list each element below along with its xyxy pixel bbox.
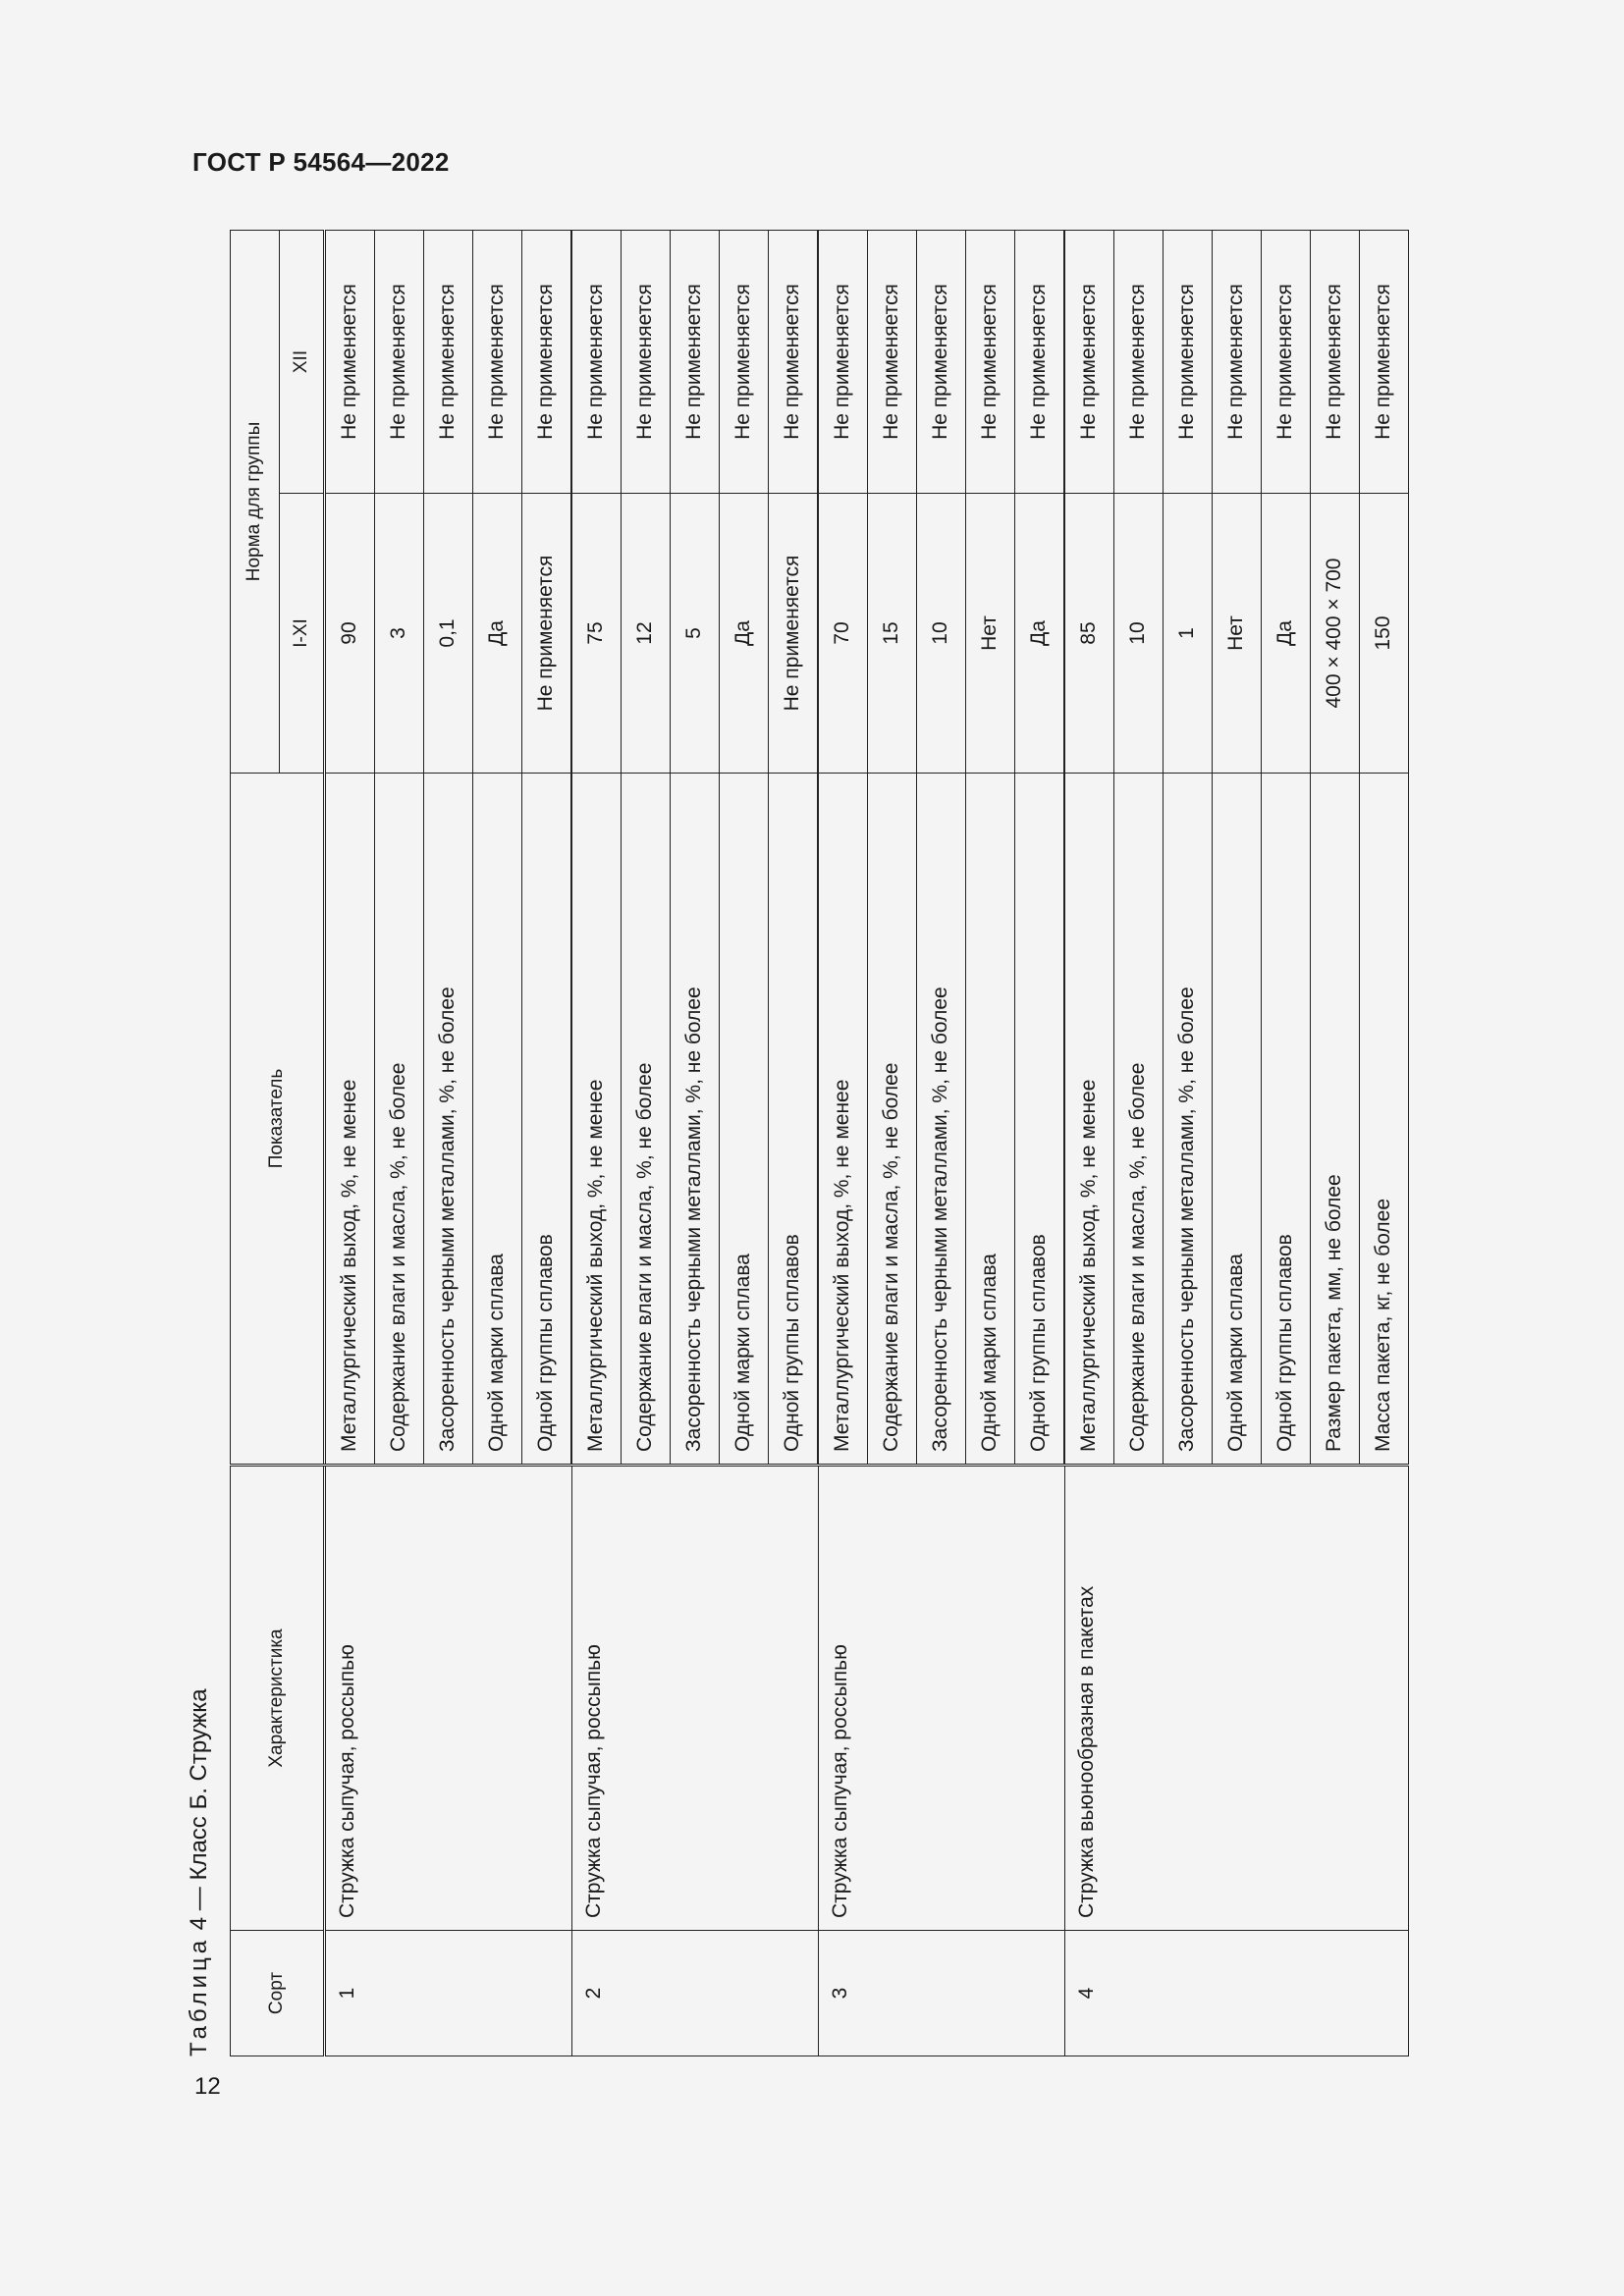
table-row — [818, 231, 868, 2056]
cell-norm-1-11: Нет — [1213, 494, 1262, 774]
cell-norm-1-11: 1 — [1164, 494, 1213, 774]
header-group-1-11: I-XI — [280, 494, 325, 774]
cell-indicator: Засоренность черными металлами, %, не более — [917, 774, 966, 1466]
cell-indicator: Одной марки сплава — [473, 774, 522, 1466]
cell-norm-1-11: Да — [1262, 494, 1311, 774]
cell-norm-12: Не применяется — [769, 231, 819, 494]
cell-norm-1-11: 75 — [571, 494, 622, 774]
cell-norm-1-11: 150 — [1360, 494, 1409, 774]
cell-norm-12: Не применяется — [1213, 231, 1262, 494]
cell-norm-12: Не применяется — [917, 231, 966, 494]
header-group-12: XII — [280, 231, 325, 494]
cell-norm-1-11: 10 — [917, 494, 966, 774]
cell-indicator: Одной марки сплава — [1213, 774, 1262, 1466]
cell-indicator: Одной марки сплава — [966, 774, 1015, 1466]
cell-norm-12: Не применяется — [375, 231, 424, 494]
header-characteristic: Характеристика — [231, 1466, 325, 1931]
table-caption-word: Таблица — [186, 1936, 212, 2056]
document-code: ГОСТ Р 54564—2022 — [192, 147, 450, 177]
cell-norm-1-11: Да — [1015, 494, 1065, 774]
table-row — [571, 231, 622, 2056]
cell-indicator: Содержание влаги и масла, %, не более — [375, 774, 424, 1466]
cell-characteristic: Стружка сыпучая, россыпью — [571, 1466, 818, 1931]
cell-norm-12: Не применяется — [868, 231, 917, 494]
cell-indicator: Засоренность черными металлами, %, не более — [1164, 774, 1213, 1466]
cell-norm-12: Не применяется — [1064, 231, 1114, 494]
cell-norm-12: Не применяется — [720, 231, 769, 494]
header-sort: Сорт — [231, 1931, 325, 2056]
cell-characteristic: Стружка сыпучая, россыпью — [325, 1466, 572, 1931]
data-table — [230, 230, 1409, 2056]
cell-norm-12: Не применяется — [818, 231, 868, 494]
cell-indicator: Одной группы сплавов — [769, 774, 819, 1466]
cell-norm-1-11: 70 — [818, 494, 868, 774]
cell-norm-1-11: 400 × 400 × 700 — [1311, 494, 1360, 774]
cell-norm-12: Не применяется — [671, 231, 720, 494]
rotated-table-region — [186, 231, 1403, 2056]
table-caption — [181, 1688, 228, 2056]
table-row — [1064, 231, 1114, 2056]
cell-norm-1-11: Не применяется — [769, 494, 819, 774]
page-number: 12 — [194, 2073, 221, 2100]
cell-norm-1-11: 15 — [868, 494, 917, 774]
cell-sort: 1 — [325, 1931, 572, 2056]
cell-indicator: Металлургический выход, %, не менее — [818, 774, 868, 1466]
cell-indicator: Одной группы сплавов — [1015, 774, 1065, 1466]
cell-indicator: Одной группы сплавов — [1262, 774, 1311, 1466]
cell-norm-12: Не применяется — [622, 231, 671, 494]
table-caption-text: 4 — Класс Б. Стружка — [186, 1688, 212, 1931]
cell-norm-1-11: 3 — [375, 494, 424, 774]
cell-norm-12: Не применяется — [1360, 231, 1409, 494]
cell-norm-1-11: Не применяется — [522, 494, 572, 774]
cell-norm-1-11: 10 — [1114, 494, 1164, 774]
cell-indicator: Засоренность черными металлами, %, не более — [424, 774, 473, 1466]
cell-norm-1-11: 12 — [622, 494, 671, 774]
cell-indicator: Одной группы сплавов — [522, 774, 572, 1466]
cell-norm-12: Не применяется — [1114, 231, 1164, 494]
cell-indicator: Металлургический выход, %, не менее — [325, 774, 375, 1466]
cell-indicator: Одной марки сплава — [720, 774, 769, 1466]
cell-indicator: Содержание влаги и масла, %, не более — [868, 774, 917, 1466]
cell-sort: 4 — [1064, 1931, 1409, 2056]
cell-characteristic: Стружка сыпучая, россыпью — [818, 1466, 1064, 1931]
cell-norm-1-11: 5 — [671, 494, 720, 774]
cell-sort: 3 — [818, 1931, 1064, 2056]
cell-norm-1-11: 90 — [325, 494, 375, 774]
cell-norm-1-11: 85 — [1064, 494, 1114, 774]
cell-norm-1-11: Да — [720, 494, 769, 774]
cell-norm-1-11: 0,1 — [424, 494, 473, 774]
header-indicator: Показатель — [231, 774, 325, 1466]
cell-characteristic: Стружка вьюнообразная в пакетах — [1064, 1466, 1409, 1931]
cell-norm-12: Не применяется — [325, 231, 375, 494]
cell-norm-12: Не применяется — [1262, 231, 1311, 494]
cell-indicator: Металлургический выход, %, не менее — [571, 774, 622, 1466]
cell-norm-1-11: Да — [473, 494, 522, 774]
cell-norm-12: Не применяется — [1164, 231, 1213, 494]
cell-indicator: Масса пакета, кг, не более — [1360, 774, 1409, 1466]
table-body — [325, 231, 1409, 2056]
cell-norm-12: Не применяется — [424, 231, 473, 494]
cell-norm-12: Не применяется — [1015, 231, 1065, 494]
cell-indicator: Размер пакета, мм, не более — [1311, 774, 1360, 1466]
table-row — [325, 231, 375, 2056]
cell-indicator: Содержание влаги и масла, %, не более — [1114, 774, 1164, 1466]
cell-norm-12: Не применяется — [473, 231, 522, 494]
cell-norm-12: Не применяется — [571, 231, 622, 494]
header-norm-group: Норма для группы — [231, 231, 280, 774]
cell-indicator: Металлургический выход, %, не менее — [1064, 774, 1114, 1466]
cell-indicator: Содержание влаги и масла, %, не более — [622, 774, 671, 1466]
cell-norm-12: Не применяется — [522, 231, 572, 494]
cell-norm-1-11: Нет — [966, 494, 1015, 774]
cell-norm-12: Не применяется — [966, 231, 1015, 494]
cell-norm-12: Не применяется — [1311, 231, 1360, 494]
cell-indicator: Засоренность черными металлами, %, не более — [671, 774, 720, 1466]
cell-sort: 2 — [571, 1931, 818, 2056]
